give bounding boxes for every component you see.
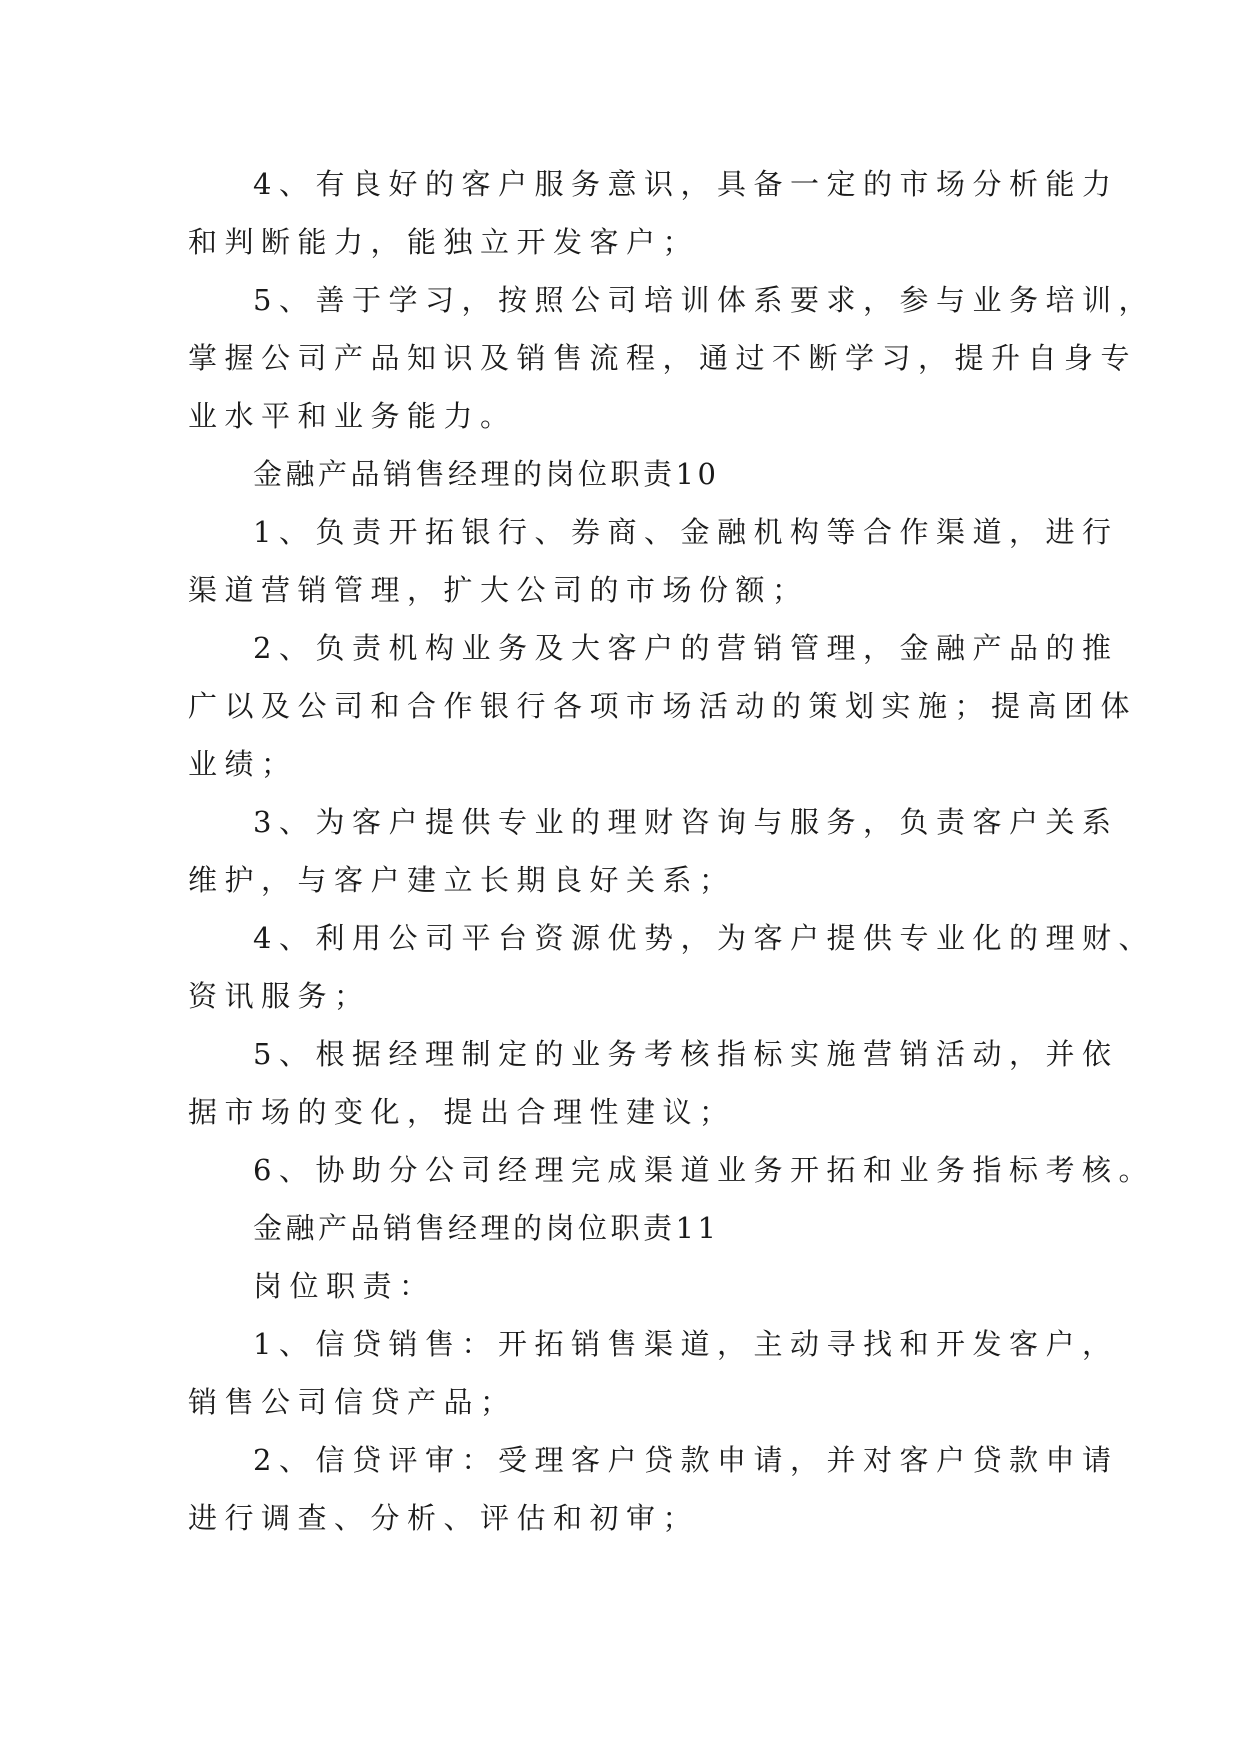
- paragraph-line: 广以及公司和合作银行各项市场活动的策划实施；提高团体: [188, 689, 1138, 723]
- paragraph-line: 3、为客户提供专业的理财咨询与服务，负责客户关系: [253, 805, 1119, 839]
- paragraph-line: 业绩；: [188, 747, 298, 781]
- paragraph-line: 1、信贷销售：开拓销售渠道，主动寻找和开发客户，: [253, 1327, 1119, 1361]
- paragraph-line: 1、负责开拓银行、券商、金融机构等合作渠道，进行: [253, 515, 1119, 549]
- paragraph-line: 维护，与客户建立长期良好关系；: [188, 863, 736, 897]
- section-heading: 金融产品销售经理的岗位职责11: [253, 1211, 720, 1245]
- paragraph-line: 和判断能力，能独立开发客户；: [188, 225, 700, 259]
- paragraph-line: 5、善于学习，按照公司培训体系要求，参与业务培训，: [253, 283, 1155, 317]
- paragraph-line: 渠道营销管理，扩大公司的市场份额；: [188, 573, 809, 607]
- paragraph-line: 4、利用公司平台资源优势，为客户提供专业化的理财、: [253, 921, 1155, 955]
- paragraph-line: 4、有良好的客户服务意识，具备一定的市场分析能力: [253, 167, 1119, 201]
- paragraph-line: 2、信贷评审：受理客户贷款申请，并对客户贷款申请: [253, 1443, 1119, 1477]
- paragraph-line: 据市场的变化，提出合理性建议；: [188, 1095, 736, 1129]
- paragraph-line: 6、协助分公司经理完成渠道业务开拓和业务指标考核。: [253, 1153, 1155, 1187]
- paragraph-line: 进行调查、分析、评估和初审；: [188, 1501, 700, 1535]
- paragraph-line: 5、根据经理制定的业务考核指标实施营销活动，并依: [253, 1037, 1119, 1071]
- paragraph-line: 销售公司信贷产品；: [188, 1385, 517, 1419]
- paragraph-line: 业水平和业务能力。: [188, 399, 517, 433]
- paragraph-line: 掌握公司产品知识及销售流程，通过不断学习，提升自身专: [188, 341, 1138, 375]
- paragraph-line: 2、负责机构业务及大客户的营销管理，金融产品的推: [253, 631, 1119, 665]
- paragraph-line: 资讯服务；: [188, 979, 371, 1013]
- sub-heading: 岗位职责：: [253, 1269, 436, 1303]
- section-heading: 金融产品销售经理的岗位职责10: [253, 457, 720, 491]
